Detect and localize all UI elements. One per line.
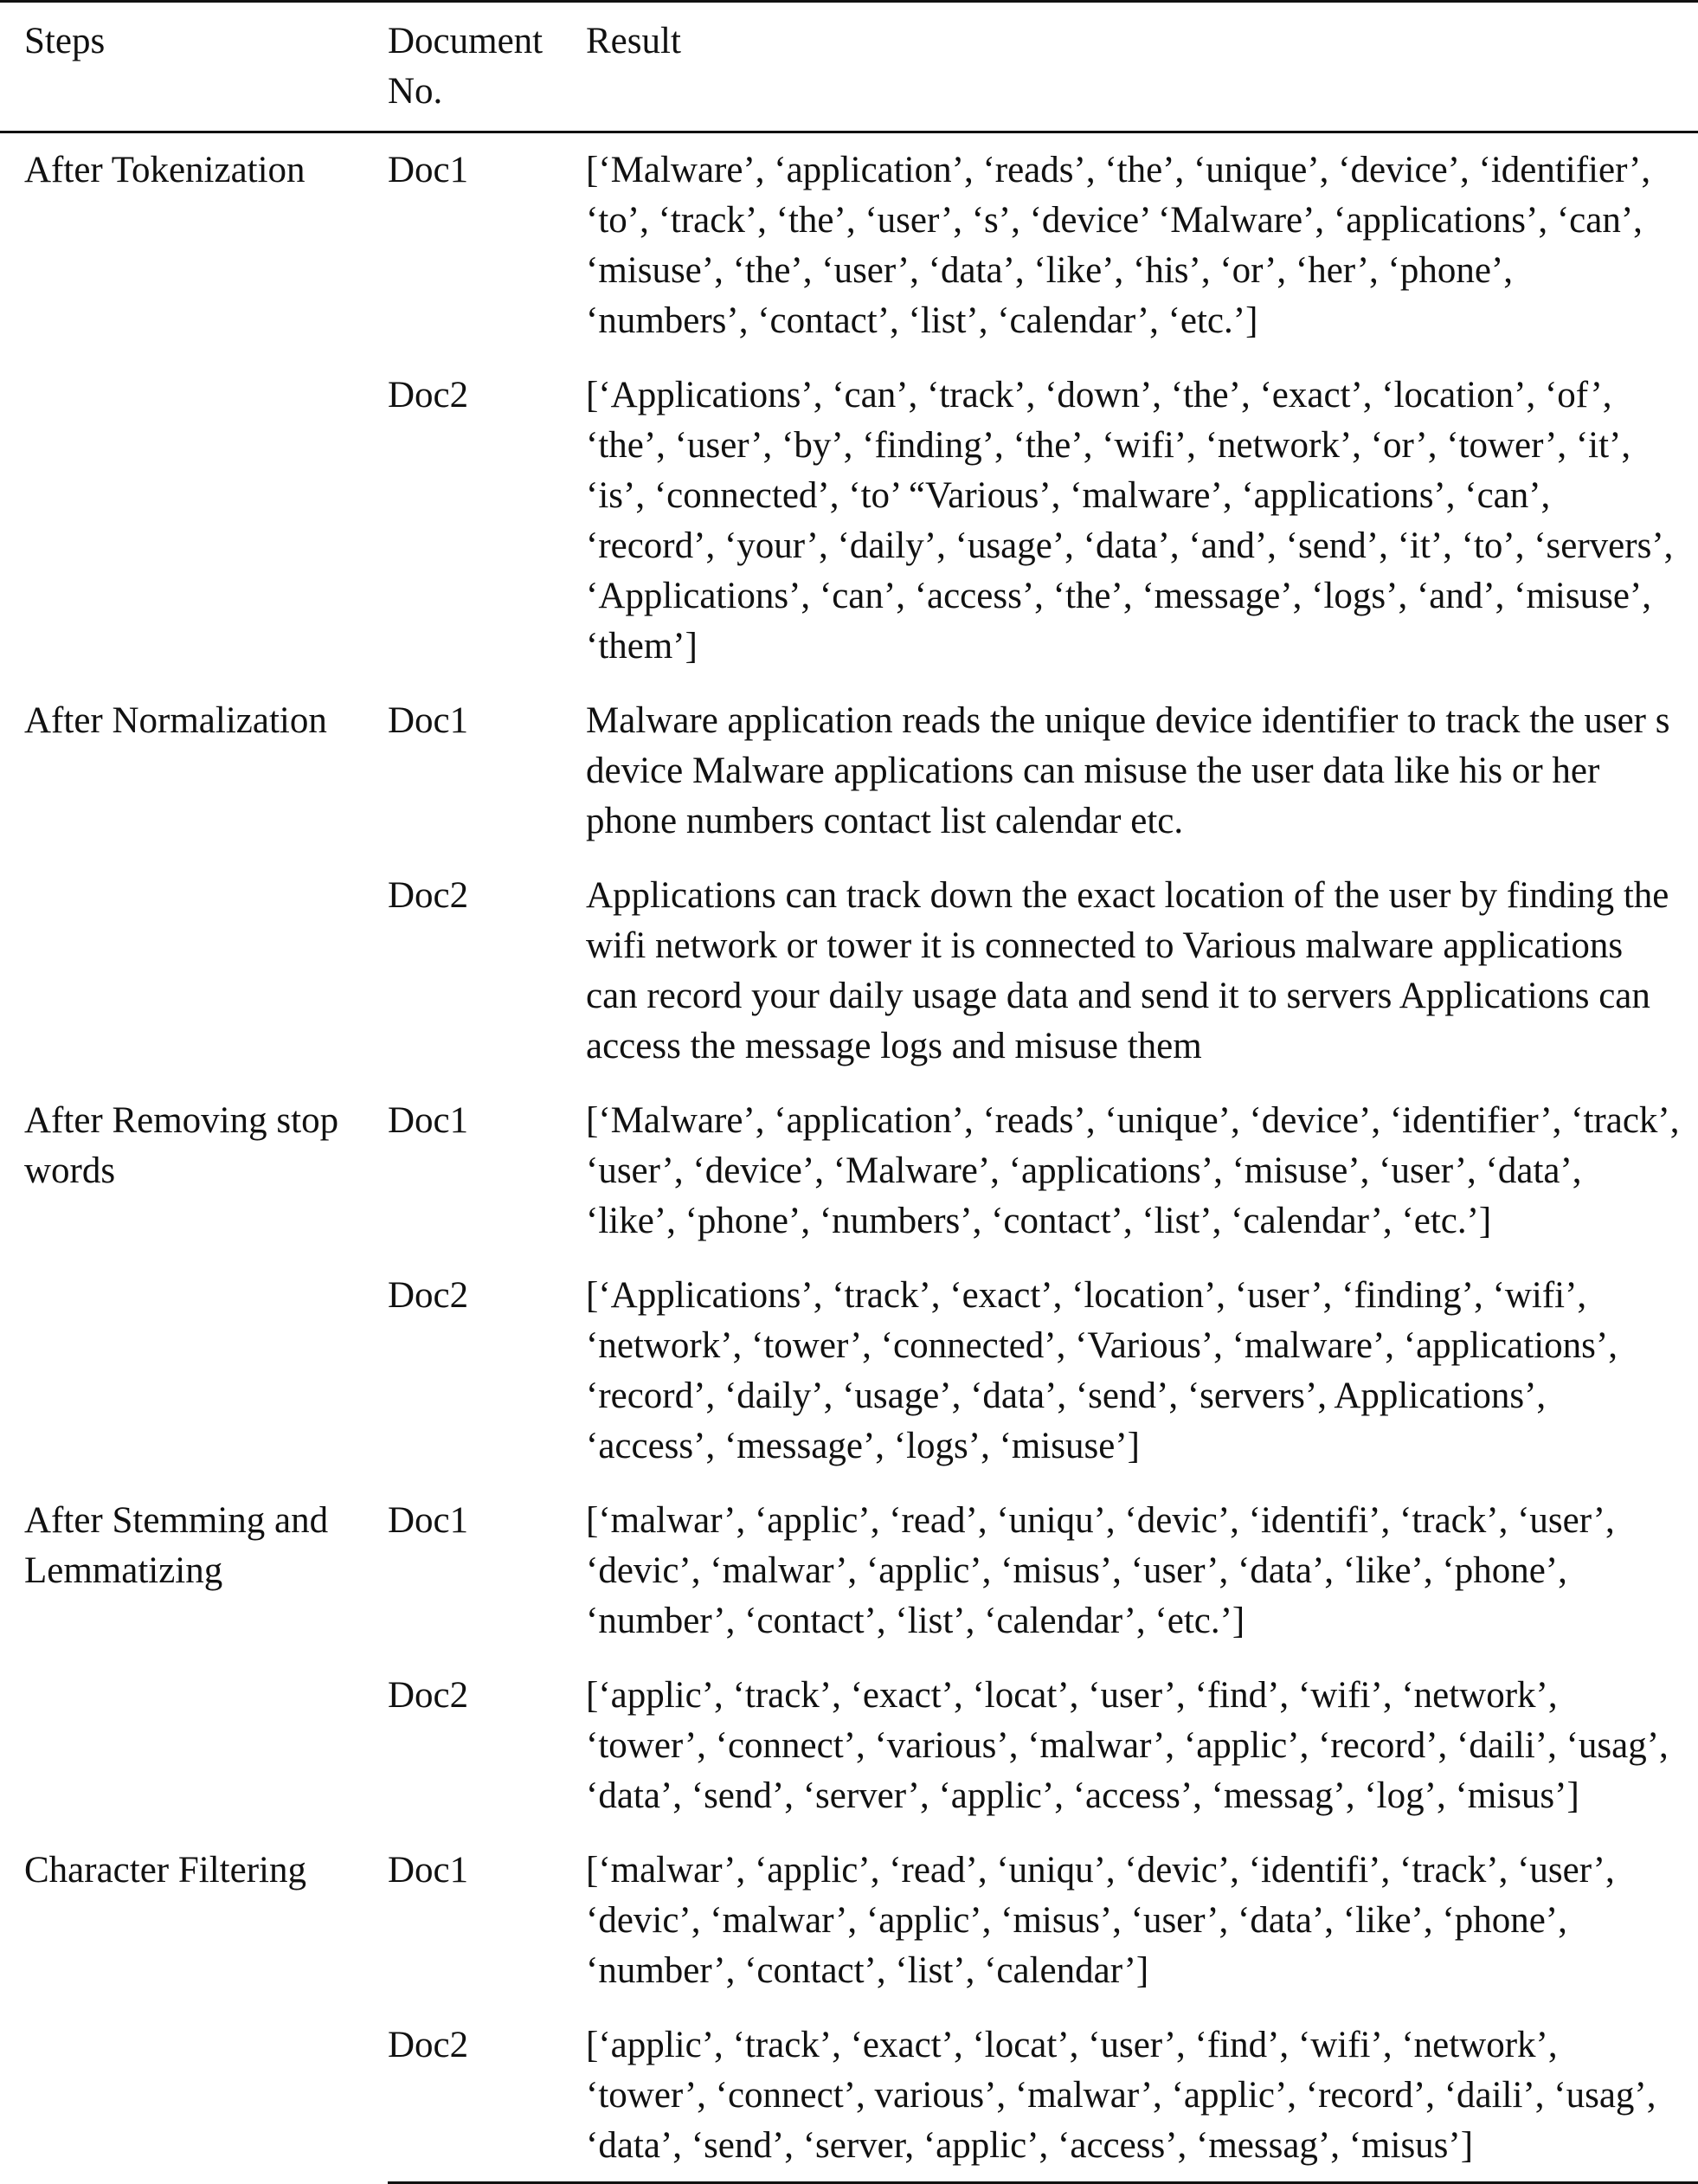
result-cell: [‘Applications’, ‘track’, ‘exact’, ‘location’, ‘user’, ‘finding’, ‘wifi’, ‘network’, ‘tower’, ‘connected’, ‘Various’, ‘malware’, ‘applications’, ‘record’, ‘daily’, ‘usage’, ‘data’, ‘send’, ‘servers’, Applications’, ‘access’, ‘message’, ‘logs’, ‘misuse’]	[586, 1275, 1618, 1466]
table-row	[0, 1484, 1698, 1659]
doc-cell: Doc2	[388, 875, 469, 916]
doc-cell: Doc2	[388, 1675, 469, 1716]
doc-cell: Doc2	[388, 375, 469, 416]
table-row	[0, 1084, 1698, 1259]
result-cell: Applications can track down the exact location of the user by finding the wifi network or tower it is connected to Various malware applications can record your daily usage data and send it to servers Applications can access the message logs and misuse them	[586, 875, 1669, 1066]
doc-cell: Doc1	[388, 700, 469, 741]
doc-cell: Doc1	[388, 1500, 469, 1541]
step-cell: After Normalization	[24, 700, 327, 741]
result-cell: [‘Applications’, ‘can’, ‘track’, ‘down’, ‘the’, ‘exact’, ‘location’, ‘of’, ‘the’, ‘user’, ‘by’, ‘finding’, ‘the’, ‘wifi’, ‘network’, ‘or’, ‘tower’, ‘it’, ‘is’, ‘connected’, ‘to’ “Various’, ‘malware’, ‘applications’, ‘can’, ‘record’, ‘your’, ‘daily’, ‘usage’, ‘data’, ‘and’, ‘send’, ‘it’, ‘to’, ‘servers’, ‘Applications’, ‘can’, ‘access’, ‘the’, ‘message’, ‘logs’, ‘and’, ‘misuse’, ‘them’]	[586, 375, 1674, 667]
result-cell: [‘malwar’, ‘applic’, ‘read’, ‘uniqu’, ‘devic’, ‘identifi’, ‘track’, ‘user’, ‘devic’, ‘malwar’, ‘applic’, ‘misus’, ‘user’, ‘data’, ‘like’, ‘phone’, ‘number’, ‘contact’, ‘list’, ‘calendar’]	[586, 1850, 1615, 1991]
table-body	[0, 132, 1698, 2183]
header-row	[0, 2, 1698, 132]
doc-cell: Doc1	[388, 1100, 469, 1141]
result-cell: Malware application reads the unique device identifier to track the user s device Malware applications can misuse the user data like his or her phone numbers contact list calendar etc.	[586, 700, 1670, 841]
result-cell: [‘applic’, ‘track’, ‘exact’, ‘locat’, ‘user’, ‘find’, ‘wifi’, ‘network’, ‘tower’, ‘connect’, various’, ‘malwar’, ‘applic’, ‘record’, ‘daili’, ‘usag’, ‘data’, ‘send’, ‘server, ‘applic’, ‘access’, ‘messag’, ‘misus’]	[586, 2008, 1698, 2183]
doc-cell: Doc2	[388, 2008, 586, 2183]
result-cell: [‘applic’, ‘track’, ‘exact’, ‘locat’, ‘user’, ‘find’, ‘wifi’, ‘network’, ‘tower’, ‘connect’, ‘various’, ‘malwar’, ‘applic’, ‘record’, ‘daili’, ‘usag’, ‘data’, ‘send’, ‘server’, ‘applic’, ‘access’, ‘messag’, ‘log’, ‘misus’]	[586, 1675, 1669, 1816]
table-row	[0, 684, 1698, 859]
table-row	[0, 1833, 1698, 2008]
table-header	[0, 2, 1698, 132]
step-cell: After Removing stop words	[24, 1100, 339, 1191]
header-document-no: Document No.	[388, 21, 543, 112]
doc-cell: Doc2	[388, 1275, 469, 1316]
doc-cell: Doc1	[388, 1850, 469, 1891]
step-cell: After Tokenization	[24, 150, 306, 190]
result-cell: [‘Malware’, ‘application’, ‘reads’, ‘the’, ‘unique’, ‘device’, ‘identifier’, ‘to’, ‘track’, ‘the’, ‘user’, ‘s’, ‘device’ ‘Malware’, ‘applications’, ‘can’, ‘misuse’, ‘the’, ‘user’, ‘data’, ‘like’, ‘his’, ‘or’, ‘her’, ‘phone’, ‘numbers’, ‘contact’, ‘list’, ‘calendar’, ‘etc.’]	[586, 150, 1651, 341]
step-cell: Character Filtering	[24, 1850, 306, 1891]
header-steps: Steps	[24, 21, 106, 61]
header-result: Result	[586, 21, 681, 61]
doc-cell: Doc1	[388, 150, 469, 190]
result-cell: [‘malwar’, ‘applic’, ‘read’, ‘uniqu’, ‘devic’, ‘identifi’, ‘track’, ‘user’, ‘devic’, ‘malwar’, ‘applic’, ‘misus’, ‘user’, ‘data’, ‘like’, ‘phone’, ‘number’, ‘contact’, ‘list’, ‘calendar’, ‘etc.’]	[586, 1500, 1615, 1641]
step-cell: After Stemming and Lemmatizing	[24, 1500, 329, 1591]
table-row	[0, 132, 1698, 359]
result-cell: [‘Malware’, ‘application’, ‘reads’, ‘unique’, ‘device’, ‘identifier’, ‘track’, ‘user’, ‘device’, ‘Malware’, ‘applications’, ‘misuse’, ‘user’, ‘data’, ‘like’, ‘phone’, ‘numbers’, ‘contact’, ‘list’, ‘calendar’, ‘etc.’]	[586, 1100, 1680, 1241]
